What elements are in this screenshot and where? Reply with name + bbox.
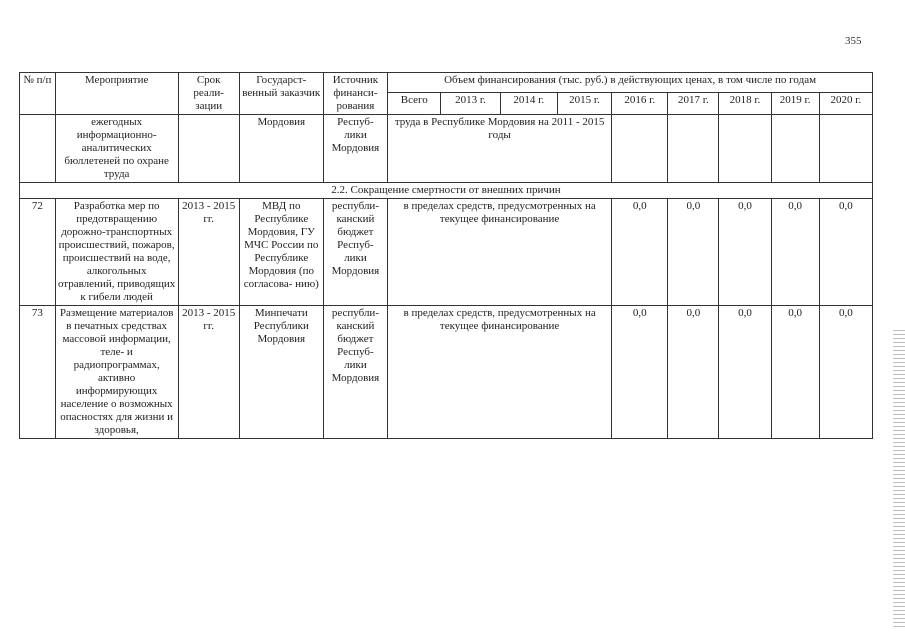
- header-year-2014: 2014 г.: [500, 93, 557, 115]
- row-funding-note: в пределах средств, предусмотренных на текущее финансирование: [388, 306, 612, 439]
- row-y2020-cell: 0,0: [819, 306, 872, 439]
- row-y2018-cell: [719, 115, 771, 183]
- row-source-cell: Респуб- лики Мордовия: [323, 115, 387, 183]
- row-funding-note: в пределах средств, предусмотренных на текущее финансирование: [388, 199, 612, 306]
- header-event: Мероприятие: [55, 73, 178, 115]
- header-total: Всего: [388, 93, 441, 115]
- header-row-1: [20, 73, 873, 93]
- header-year-2013: 2013 г.: [441, 93, 500, 115]
- row-term-cell: 2013 - 2015 гг.: [178, 199, 239, 306]
- row-y2018-cell: 0,0: [719, 306, 771, 439]
- header-year-2018: 2018 г.: [719, 93, 771, 115]
- row-y2019-cell: 0,0: [771, 199, 819, 306]
- row-term-cell: [178, 115, 239, 183]
- row-term-cell: 2013 - 2015 гг.: [178, 306, 239, 439]
- header-year-2016: 2016 г.: [612, 93, 668, 115]
- section-title: 2.2. Сокращение смертности от внешних причин: [20, 183, 873, 199]
- row-event-cell: Размещение материалов в печатных средствах массовой информации, теле- и радиопрограммах, активно информирующих население о возможных опасностях для жизни и здоровья,: [55, 306, 178, 439]
- row-y2016-cell: [612, 115, 668, 183]
- row-y2017-cell: [668, 115, 719, 183]
- row-event-cell: Разработка мер по предотвращению дорожно-транспортных происшествий, пожаров, происшествий на воде, алкогольных отравлений, приводящих к гибели людей: [55, 199, 178, 306]
- section-row: [20, 183, 873, 199]
- row-customer-cell: Минпечати Республики Мордовия: [239, 306, 323, 439]
- row-customer-cell: Мордовия: [239, 115, 323, 183]
- header-year-2020: 2020 г.: [819, 93, 872, 115]
- row-customer-cell: МВД по Республике Мордовия, ГУ МЧС России по Республике Мордовия (по согласова- нию): [239, 199, 323, 306]
- row-y2020-cell: 0,0: [819, 199, 872, 306]
- financing-table: [19, 72, 873, 439]
- table-row-72: [20, 199, 873, 306]
- row-source-cell: республи- канский бюджет Респуб- лики Мордовия: [323, 306, 387, 439]
- row-y2017-cell: 0,0: [668, 199, 719, 306]
- header-term: Срок реали- зации: [178, 73, 239, 115]
- table-row-continuation: [20, 115, 873, 183]
- row-y2016-cell: 0,0: [612, 306, 668, 439]
- row-y2019-cell: [771, 115, 819, 183]
- header-source: Источник финанси- рования: [323, 73, 387, 115]
- header-year-2019: 2019 г.: [771, 93, 819, 115]
- row-source-cell: республи- канский бюджет Респуб- лики Мордовия: [323, 199, 387, 306]
- row-num-cell: [20, 115, 56, 183]
- table-row-73: [20, 306, 873, 439]
- page-number: 355: [845, 35, 862, 47]
- row-num-cell: 72: [20, 199, 56, 306]
- header-funding: Объем финансирования (тыс. руб.) в действующих ценах, в том числе по годам: [388, 73, 873, 93]
- row-y2018-cell: 0,0: [719, 199, 771, 306]
- scan-noise-edge: [893, 330, 905, 630]
- header-customer: Государст- венный заказчик: [239, 73, 323, 115]
- row-funding-note: труда в Республике Мордовия на 2011 - 2015 годы: [388, 115, 612, 183]
- header-year-2015: 2015 г.: [557, 93, 611, 115]
- row-event-cell: ежегодных информационно-аналитических бюллетеней по охране труда: [55, 115, 178, 183]
- row-y2019-cell: 0,0: [771, 306, 819, 439]
- header-num: № п/п: [20, 73, 56, 115]
- row-num-cell: 73: [20, 306, 56, 439]
- row-y2017-cell: 0,0: [668, 306, 719, 439]
- row-y2016-cell: 0,0: [612, 199, 668, 306]
- row-y2020-cell: [819, 115, 872, 183]
- header-year-2017: 2017 г.: [668, 93, 719, 115]
